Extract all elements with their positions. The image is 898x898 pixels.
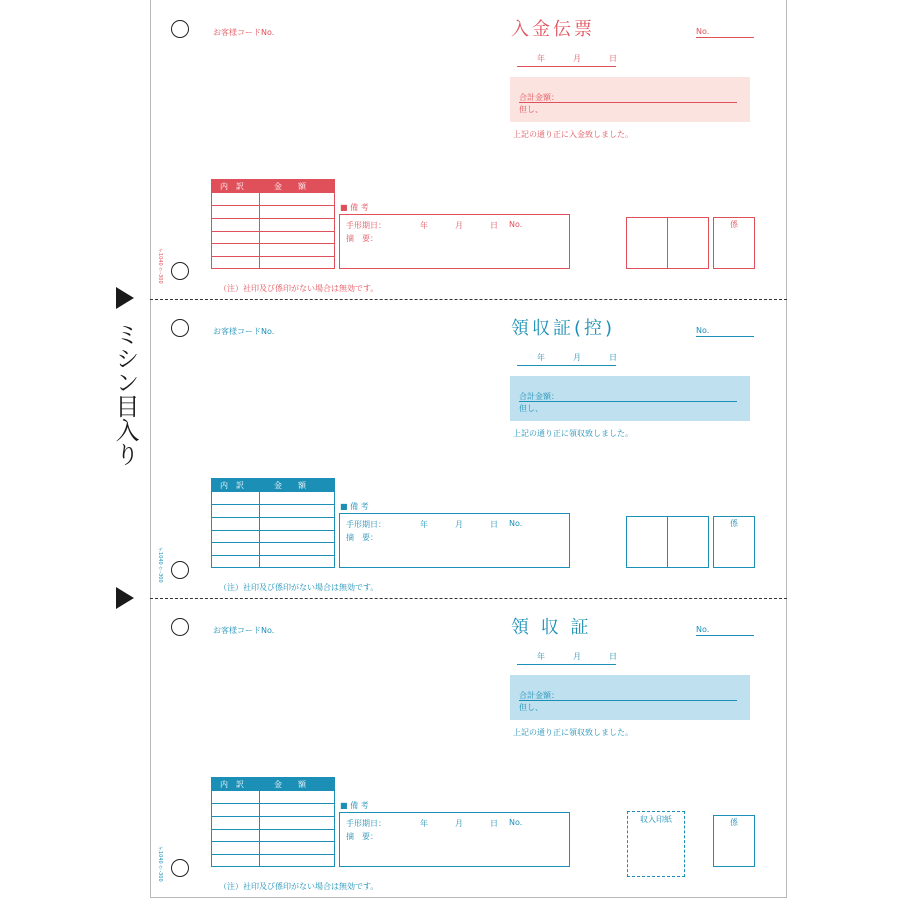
customer-code-label: お客様コードNo. <box>213 28 275 37</box>
bill-month-label: 月 <box>455 819 463 828</box>
amount-header: 金 額 <box>274 182 306 191</box>
seal-box-divider <box>667 218 668 268</box>
bill-due-date-label: 手形期日： <box>346 819 386 828</box>
perforation-arrow-top-icon <box>116 287 134 309</box>
breakdown-table <box>211 179 335 269</box>
validity-note: （注）社印及び係印がない場合は無効です。 <box>219 284 379 293</box>
table-row[interactable] <box>212 555 334 556</box>
date-day-label: 日 <box>609 353 617 362</box>
proviso-label: 但し、 <box>519 105 543 114</box>
date-year-label: 年 <box>537 54 545 63</box>
table-divider <box>259 180 260 268</box>
amount-header: 金 額 <box>274 780 306 789</box>
date-year-label: 年 <box>537 652 545 661</box>
revenue-stamp-box[interactable] <box>627 811 685 877</box>
received-statement: 上記の通り正に領収致しました。 <box>513 429 633 438</box>
remarks-label: ■ 備 考 <box>340 801 369 810</box>
summary-label: 摘 要： <box>346 234 378 243</box>
date-month-label: 月 <box>573 652 581 661</box>
table-row[interactable] <box>212 829 334 830</box>
bill-year-label: 年 <box>420 819 428 828</box>
breakdown-header: 内 訳 <box>220 182 244 191</box>
table-row[interactable] <box>212 243 334 244</box>
table-row[interactable] <box>212 205 334 206</box>
bill-due-date-label: 手形期日： <box>346 221 386 230</box>
form-code: テ1040 ウ-300 <box>157 846 163 882</box>
seal-box-divider <box>667 517 668 567</box>
total-amount-label: 合計金額： <box>519 691 559 700</box>
total-amount-line[interactable] <box>519 401 737 402</box>
validity-note: （注）社印及び係印がない場合は無効です。 <box>219 583 379 592</box>
remarks-box[interactable] <box>339 513 570 568</box>
table-row[interactable] <box>212 816 334 817</box>
company-seal-box[interactable] <box>626 217 709 269</box>
table-row[interactable] <box>212 854 334 855</box>
date-month-label: 月 <box>573 353 581 362</box>
date-year-label: 年 <box>537 353 545 362</box>
date-month-label: 月 <box>573 54 581 63</box>
bill-day-label: 日 <box>490 221 498 230</box>
breakdown-table <box>211 478 335 568</box>
summary-label: 摘 要： <box>346 832 378 841</box>
summary-label: 摘 要： <box>346 533 378 542</box>
received-statement: 上記の通り正に入金致しました。 <box>513 130 633 139</box>
amount-box <box>510 376 750 421</box>
customer-code-label: お客様コードNo. <box>213 327 275 336</box>
slip-title: 入金伝票 <box>511 19 595 40</box>
clerk-seal-label: 係 <box>730 519 738 528</box>
perforation-arrow-bottom-icon <box>116 587 134 609</box>
slip-number-field[interactable]: No. <box>696 326 754 337</box>
table-row[interactable] <box>212 517 334 518</box>
bill-day-label: 日 <box>490 819 498 828</box>
validity-note: （注）社印及び係印がない場合は無効です。 <box>219 882 379 891</box>
received-statement: 上記の通り正に領収致しました。 <box>513 728 633 737</box>
slip-section <box>150 299 787 599</box>
table-row[interactable] <box>212 803 334 804</box>
customer-code-label: お客様コードNo. <box>213 626 275 635</box>
table-row[interactable] <box>212 530 334 531</box>
slip-section <box>150 0 787 300</box>
slip-section <box>150 598 787 898</box>
date-field[interactable] <box>517 53 616 67</box>
clerk-seal-box[interactable] <box>713 815 755 867</box>
clerk-seal-box[interactable] <box>713 217 755 269</box>
bill-year-label: 年 <box>420 520 428 529</box>
remarks-label: ■ 備 考 <box>340 502 369 511</box>
table-divider <box>259 778 260 866</box>
table-row[interactable] <box>212 841 334 842</box>
table-row[interactable] <box>212 542 334 543</box>
total-amount-label: 合計金額： <box>519 93 559 102</box>
bill-month-label: 月 <box>455 520 463 529</box>
breakdown-table-header <box>212 479 334 492</box>
clerk-seal-box[interactable] <box>713 516 755 568</box>
company-seal-box[interactable] <box>626 516 709 568</box>
perforation-label: ミシン目入り <box>111 322 139 466</box>
form-code: テ1040 ウ-300 <box>157 547 163 583</box>
table-divider <box>259 479 260 567</box>
breakdown-table-header <box>212 180 334 193</box>
table-row[interactable] <box>212 231 334 232</box>
date-field[interactable] <box>517 651 616 665</box>
bill-number-label: No. <box>509 818 523 827</box>
amount-box <box>510 675 750 720</box>
proviso-label: 但し、 <box>519 404 543 413</box>
bill-number-label: No. <box>509 220 523 229</box>
slip-number-field[interactable]: No. <box>696 27 754 38</box>
breakdown-header: 内 訳 <box>220 481 244 490</box>
slip-title: 領収証(控) <box>511 318 616 339</box>
breakdown-table <box>211 777 335 867</box>
slip-number-field[interactable]: No. <box>696 625 754 636</box>
bill-day-label: 日 <box>490 520 498 529</box>
amount-header: 金 額 <box>274 481 306 490</box>
clerk-seal-label: 係 <box>730 220 738 229</box>
remarks-label: ■ 備 考 <box>340 203 369 212</box>
breakdown-table-header <box>212 778 334 791</box>
remarks-box[interactable] <box>339 812 570 867</box>
date-field[interactable] <box>517 352 616 366</box>
remarks-box[interactable] <box>339 214 570 269</box>
bill-year-label: 年 <box>420 221 428 230</box>
breakdown-header: 内 訳 <box>220 780 244 789</box>
slip-title: 領 収 証 <box>511 617 592 638</box>
table-row[interactable] <box>212 504 334 505</box>
total-amount-label: 合計金額： <box>519 392 559 401</box>
bill-due-date-label: 手形期日： <box>346 520 386 529</box>
total-amount-line[interactable] <box>519 102 737 103</box>
bill-number-label: No. <box>509 519 523 528</box>
form-code: テ1040 ウ-300 <box>157 248 163 284</box>
revenue-stamp-label: 収入印紙 <box>640 815 672 824</box>
total-amount-line[interactable] <box>519 700 737 701</box>
clerk-seal-label: 係 <box>730 818 738 827</box>
date-day-label: 日 <box>609 54 617 63</box>
date-day-label: 日 <box>609 652 617 661</box>
amount-box <box>510 77 750 122</box>
table-row[interactable] <box>212 218 334 219</box>
bill-month-label: 月 <box>455 221 463 230</box>
proviso-label: 但し、 <box>519 703 543 712</box>
table-row[interactable] <box>212 256 334 257</box>
